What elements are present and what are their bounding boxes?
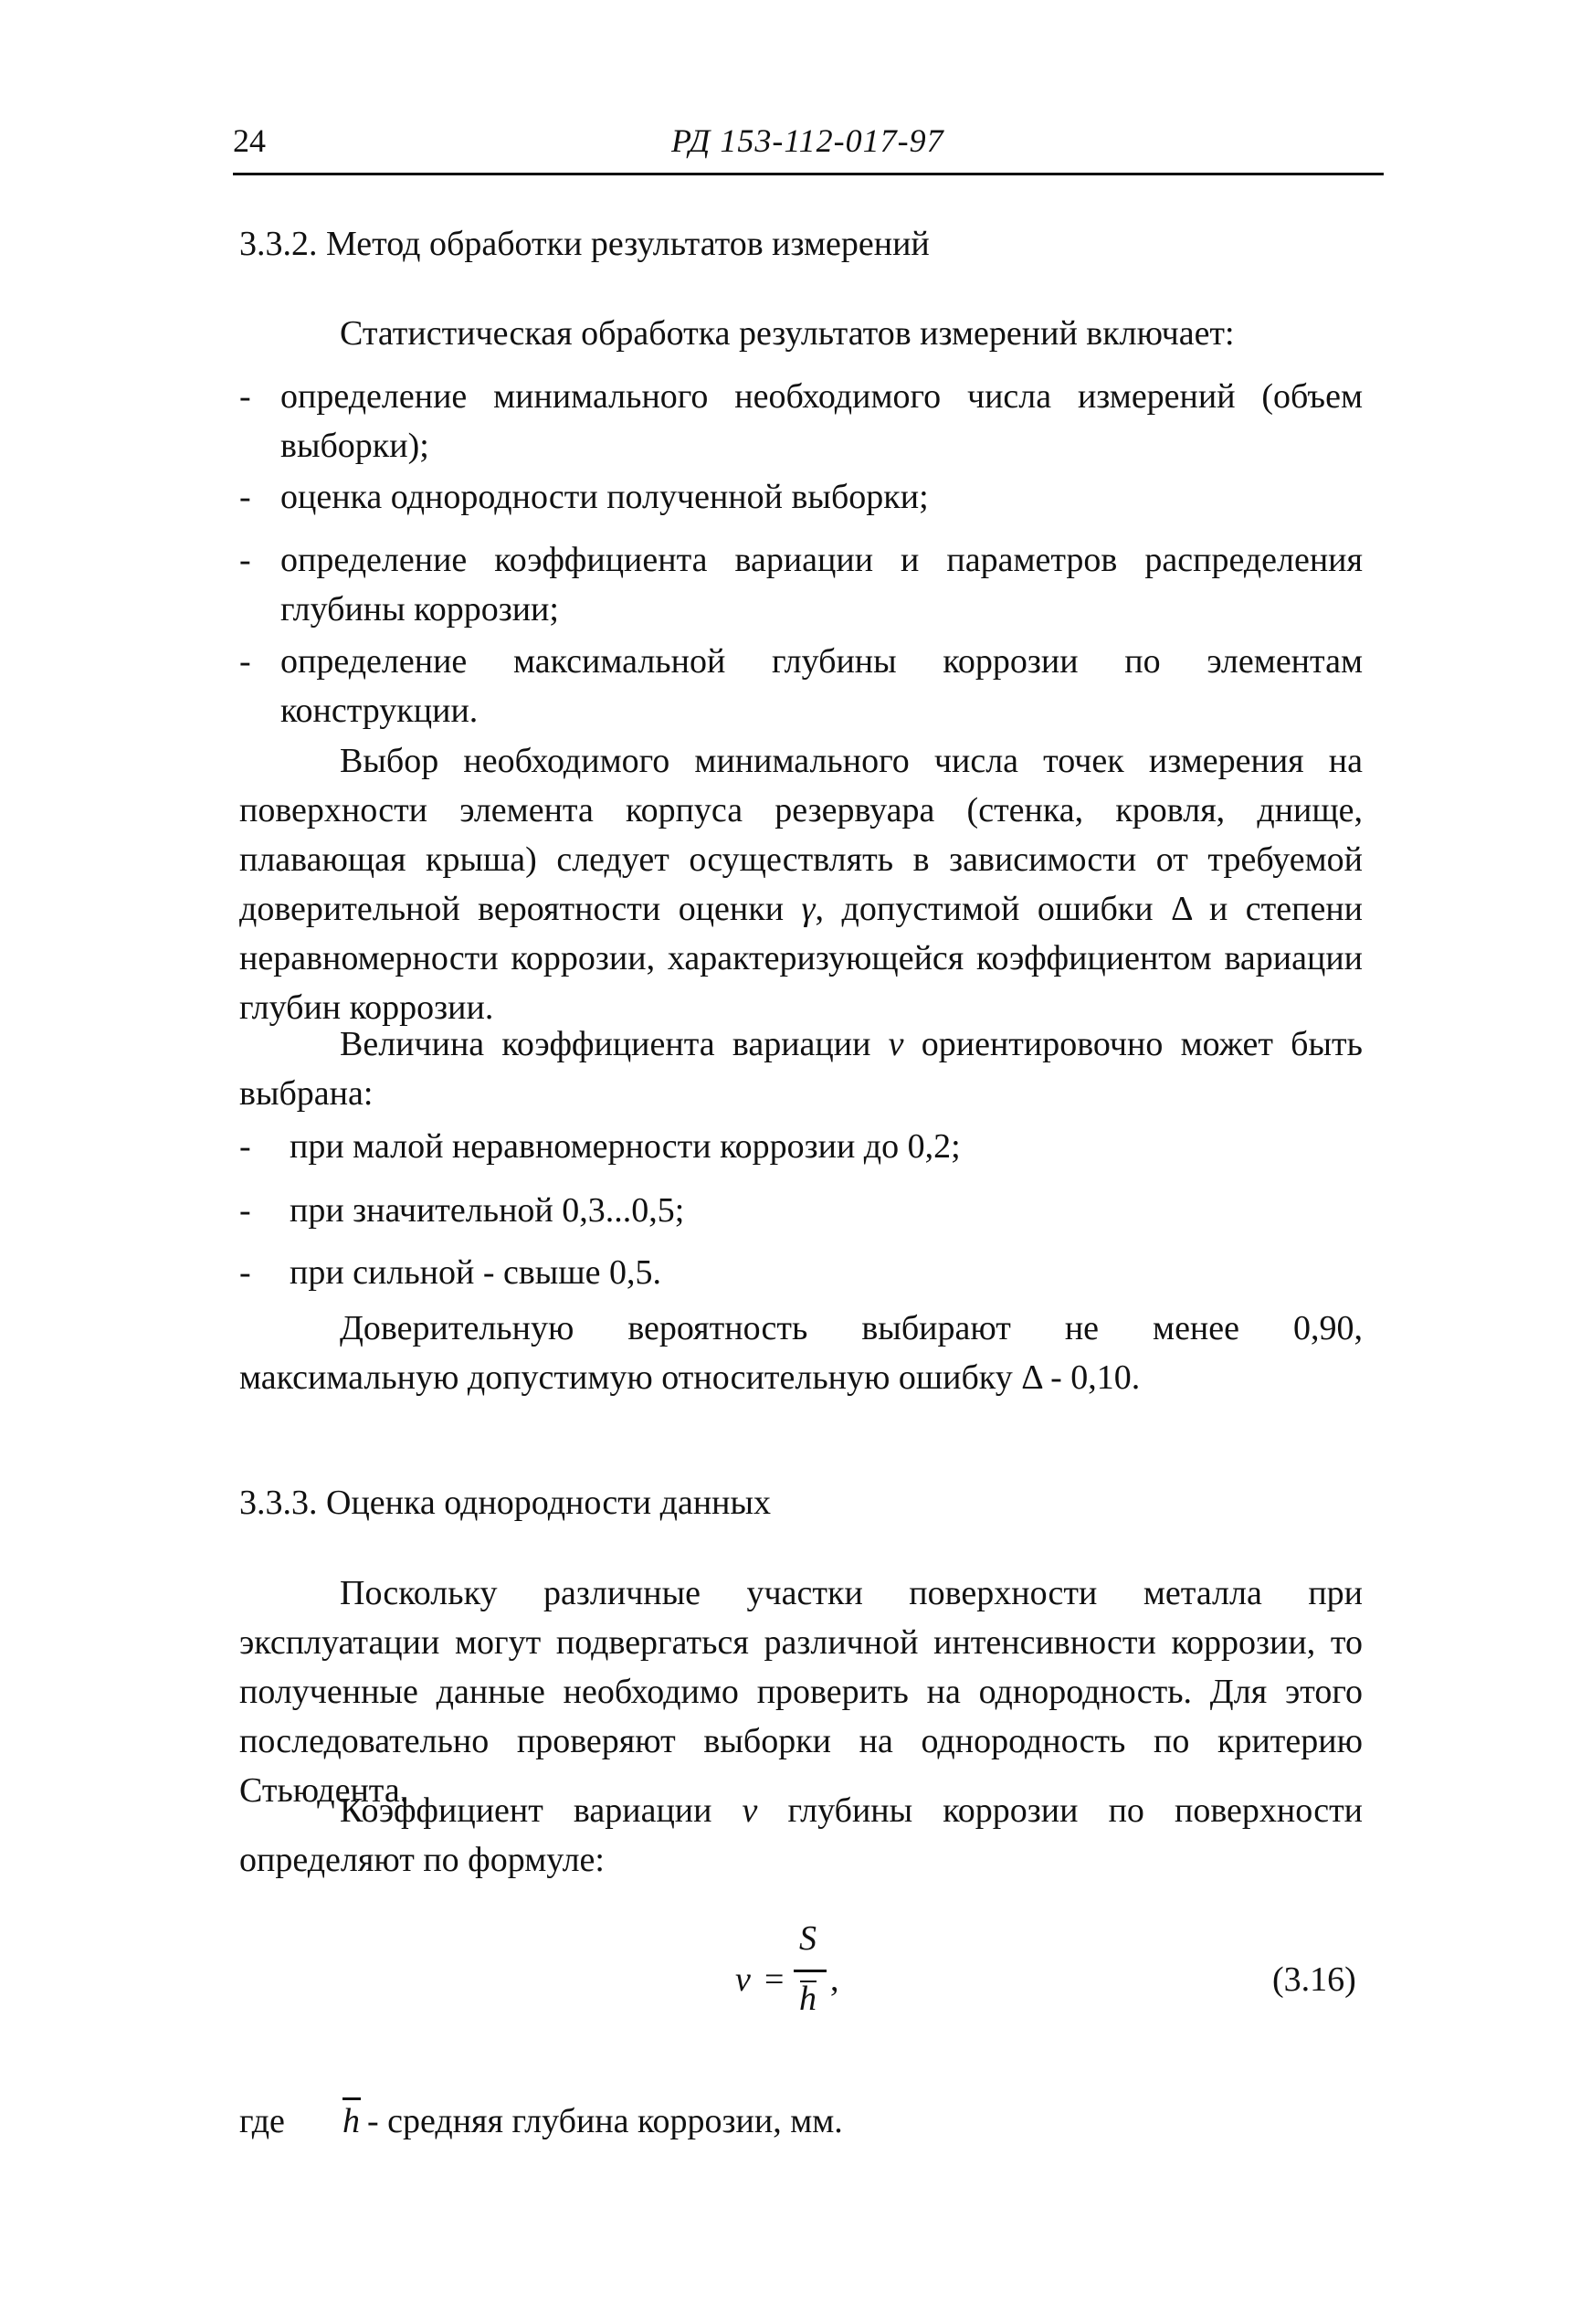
- where-word: где: [239, 2102, 285, 2140]
- fraction-bar: [794, 1970, 827, 1972]
- list-item: [239, 1190, 684, 1231]
- list-item: [239, 637, 1363, 735]
- list-item: [239, 1252, 661, 1293]
- list-dash: -: [239, 1253, 251, 1292]
- formula-3-16: [735, 1918, 900, 2019]
- paragraph-homogeneity: Поскольку различные участки поверхности металла при эксплуатации могут подвергаться различной интенсивности коррозии, то полученные данные необходимо проверить на однородность. Для этого последовательно проверяют выборки на однородность по критерию Стьюдента.: [239, 1574, 1363, 1810]
- formula-equals: =: [764, 1960, 785, 1999]
- where-description: - средняя глубина коррозии, мм.: [367, 2102, 843, 2140]
- list-item-text: при значительной 0,3...0,5;: [290, 1191, 685, 1230]
- list-item-text: при сильной - свыше 0,5.: [290, 1253, 661, 1292]
- formula-numerator: S: [799, 1919, 817, 1958]
- list-item-text: определение максимальной глубины коррозии по элементам конструкции.: [280, 642, 1363, 730]
- formula-comma: ,: [830, 1960, 839, 1999]
- paragraph-formula-intro: Коэффициент вариации ν глубины коррозии по поверхности определяют по формуле:: [239, 1791, 1364, 1879]
- list-item-text: при малой неравномерности коррозии до 0,2;: [290, 1127, 961, 1166]
- list-dash: -: [239, 1127, 251, 1166]
- list-dash: -: [239, 478, 251, 516]
- list-item: [239, 1126, 961, 1167]
- list-item-text: определение минимального необходимого числа измерений (объем выборки);: [280, 377, 1363, 465]
- list-item-text: оценка однородности полученной выборки;: [280, 478, 929, 516]
- overline-mark: [342, 2097, 361, 2100]
- gamma-symbol: γ: [801, 890, 816, 928]
- list-item: [239, 372, 1363, 470]
- nu-symbol: ν: [888, 1025, 904, 1063]
- formula-denominator: h: [799, 1980, 817, 2018]
- formula-lhs: ν: [735, 1960, 751, 1999]
- where-symbol: h: [342, 2102, 360, 2140]
- list-item: [239, 472, 1363, 522]
- section-333-title: 3.3.3. Оценка однородности данных: [239, 1484, 772, 1522]
- delta-symbol: Δ: [1021, 1358, 1042, 1397]
- list-dash: -: [239, 1191, 251, 1230]
- paragraph-variation-coefficient: Величина коэффициента вариации ν ориентировочно может быть выбрана:: [239, 1025, 1363, 1113]
- paragraph-confidence: Доверительную вероятность выбирают не менее 0,90, максимальную допустимую относительную ошибку Δ - 0,10.: [239, 1309, 1363, 1397]
- section-332-intro: Статистическая обработка результатов измерений включает:: [340, 314, 1235, 353]
- section-332-title: 3.3.2. Метод обработки результатов измерений: [239, 225, 930, 263]
- list-dash: -: [239, 541, 251, 579]
- page-header: [233, 121, 1384, 175]
- list-item-text: определение коэффициента вариации и параметров распределения глубины коррозии;: [280, 541, 1363, 629]
- list-dash: -: [239, 377, 251, 416]
- list-item: [239, 535, 1363, 634]
- list-dash: -: [239, 642, 251, 681]
- delta-symbol: Δ: [1171, 890, 1192, 928]
- equation-number: (3.16): [1272, 1960, 1356, 1999]
- paragraph-sample-size: Выбор необходимого минимального числа точек измерения на поверхности элемента корпуса резервуара (стенка, кровля, днище, плавающая крыша) следует осуществлять в зависимости от требуемой доверительной вероятности оценки γ, допустимой ошибки Δ и степени неравномерности коррозии, характеризующейся коэффициентом вариации глубин коррозии.: [239, 742, 1363, 1027]
- document-code: РД 153-112-017-97: [671, 122, 944, 159]
- nu-symbol: ν: [742, 1791, 758, 1830]
- page-number: 24: [233, 122, 266, 159]
